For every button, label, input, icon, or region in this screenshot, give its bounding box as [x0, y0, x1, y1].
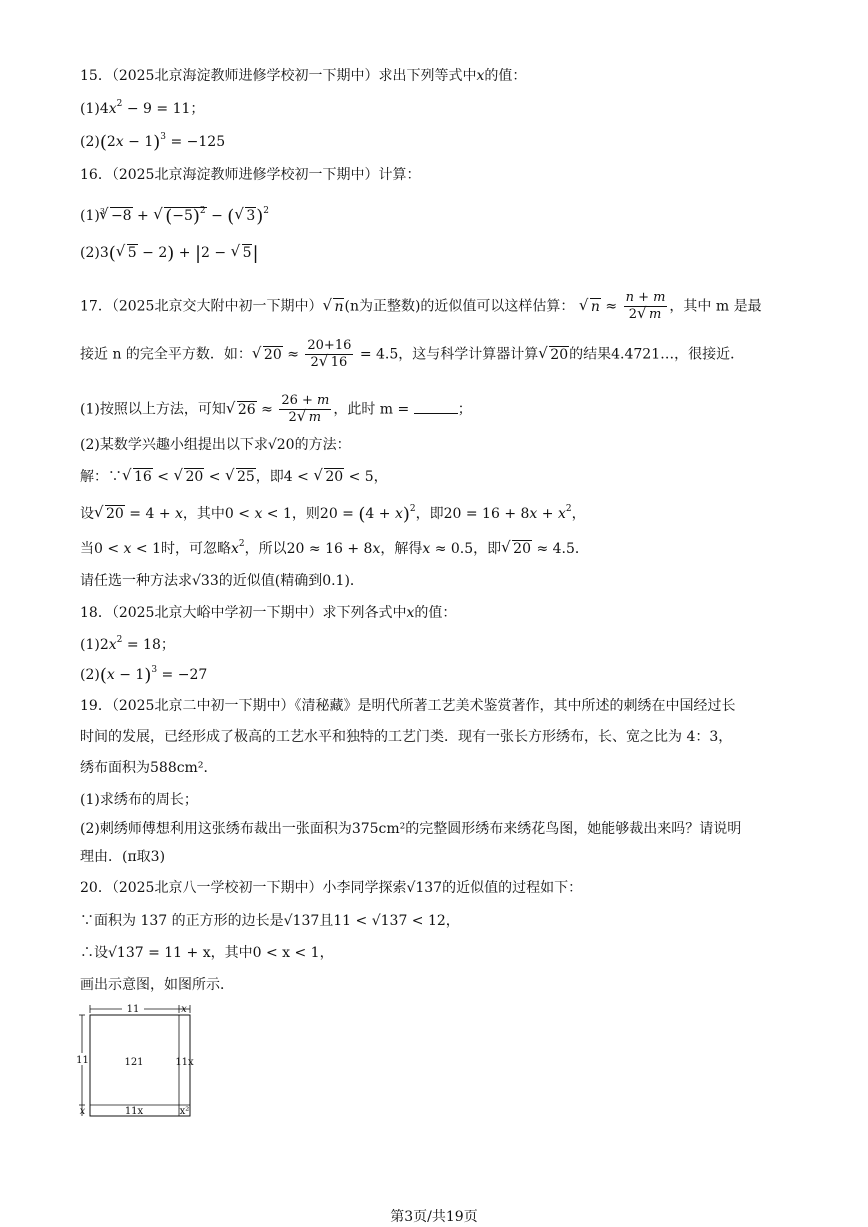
- page-footer: 第3页/共19页: [390, 1209, 478, 1225]
- q19-part2b: 理由．(π取3): [80, 849, 166, 865]
- q15-part2: $(2)(2x - 1)^3 = -125$: [80, 132, 226, 153]
- q15-part1: $(1)4x^2 - 9 = 11$；: [80, 99, 205, 117]
- q16-part2: (2)3(√ 5 − 2) + |2 − √ 5|: [80, 243, 259, 264]
- q17-solution-1: 解：∵√ 16 < √ 20 < √ 25，即4 < √ 20 < 5，: [80, 467, 388, 487]
- q20-line2: ∴设√137 = 11 + x，其中0 < x < 1，: [80, 945, 334, 961]
- q19-part1: (1)求绣布的周长；: [80, 792, 198, 808]
- q15-stem: 15．（2025北京海淀教师进修学校初一下期中）求出下列等式中x的值：: [80, 68, 527, 84]
- answer-blank[interactable]: [414, 400, 458, 414]
- label-top-11: 11: [126, 1004, 140, 1015]
- q19-line2: 时间的发展，已经形成了极高的工艺水平和独特的工艺门类．现有一张长方形绣布，长、宽之比为 4：3，: [80, 729, 733, 745]
- q20-stem: 20．（2025北京八一学校初一下期中）小李同学探索√137的近似值的过程如下：: [80, 880, 583, 896]
- label-x-squared: x²: [179, 1106, 190, 1117]
- q18-part1: $(1)2x^2 = 18$；: [80, 635, 175, 653]
- q17-solution-3: 当0 < x < 1时，可忽略$x^2$，所以20 ≈ 16 + 8x，解得x ≈ 0.5，即√ 20 ≈ 4.5．: [80, 539, 589, 559]
- q17-line2: 接近 n 的完全平方数．如：√ 20 ≈ $\frac{20+16}{2√ 16}$ = 4.5，这与科学计算器计算√ 20的结果4.4721…，很接近．: [80, 338, 744, 371]
- q17-stem: 17．（2025北京交大附中初一下期中）√ n(n为正整数)的近似值可以这样估算： √ n ≈ $\frac{n + m}{2√ m}$ ，其中 m 是最: [80, 290, 762, 323]
- label-top-x: x: [181, 1004, 187, 1015]
- q16-stem: 16．（2025北京海淀教师进修学校初一下期中）计算：: [80, 167, 421, 183]
- label-left-x: x: [79, 1106, 86, 1117]
- q17-last: 请任选一种方法求√33的近似值(精确到0.1)．: [80, 573, 364, 589]
- q19-line3: 绣布面积为588cm²．: [80, 760, 218, 776]
- q19-line1: 19．（2025北京二中初一下期中）《清秘藏》是明代所著工艺美术鉴赏著作，其中所述的刺绣在中国经过长: [80, 698, 736, 714]
- q17-part1: (1)按照以上方法，可知√ 26 ≈ $\frac{26 + m}{2√ m}$ ，此时 m = ；: [80, 393, 472, 426]
- q20-line3: 画出示意图，如图所示．: [80, 977, 234, 993]
- label-bottom-11x: 11x: [124, 1106, 144, 1117]
- q19-part2a: (2)刺绣师傅想利用这张绣布裁出一张面积为375cm²的完整圆形绣布来绣花鸟图，她能够裁出来吗？请说明: [80, 821, 742, 837]
- label-right-11x: 11x: [175, 1057, 194, 1068]
- q17-solution-2: 设√ 20 = 4 + x，其中0 < x < 1，则$20 = (4 + x)^2$，即$20 = 16 + 8x + x^2$，: [80, 504, 586, 525]
- q20-line1: ∵面积为 137 的正方形的边长是√137且11 < √137 < 12，: [80, 913, 460, 929]
- q18-part2: $(2)(x - 1)^3 = -27$: [80, 665, 208, 686]
- q18-stem: 18．（2025北京大峪中学初一下期中）求下列各式中x的值：: [80, 605, 457, 621]
- label-121: 121: [124, 1057, 144, 1068]
- q17-part2: (2)某数学兴趣小组提出以下求√20的方法：: [80, 437, 351, 453]
- q16-part1: $(1)^3√ -8$ + √ $(-5)^2$ − (√ 3)$^2$: [80, 202, 269, 227]
- label-left-11: 11: [76, 1055, 89, 1066]
- square-diagram: [78, 1003, 198, 1121]
